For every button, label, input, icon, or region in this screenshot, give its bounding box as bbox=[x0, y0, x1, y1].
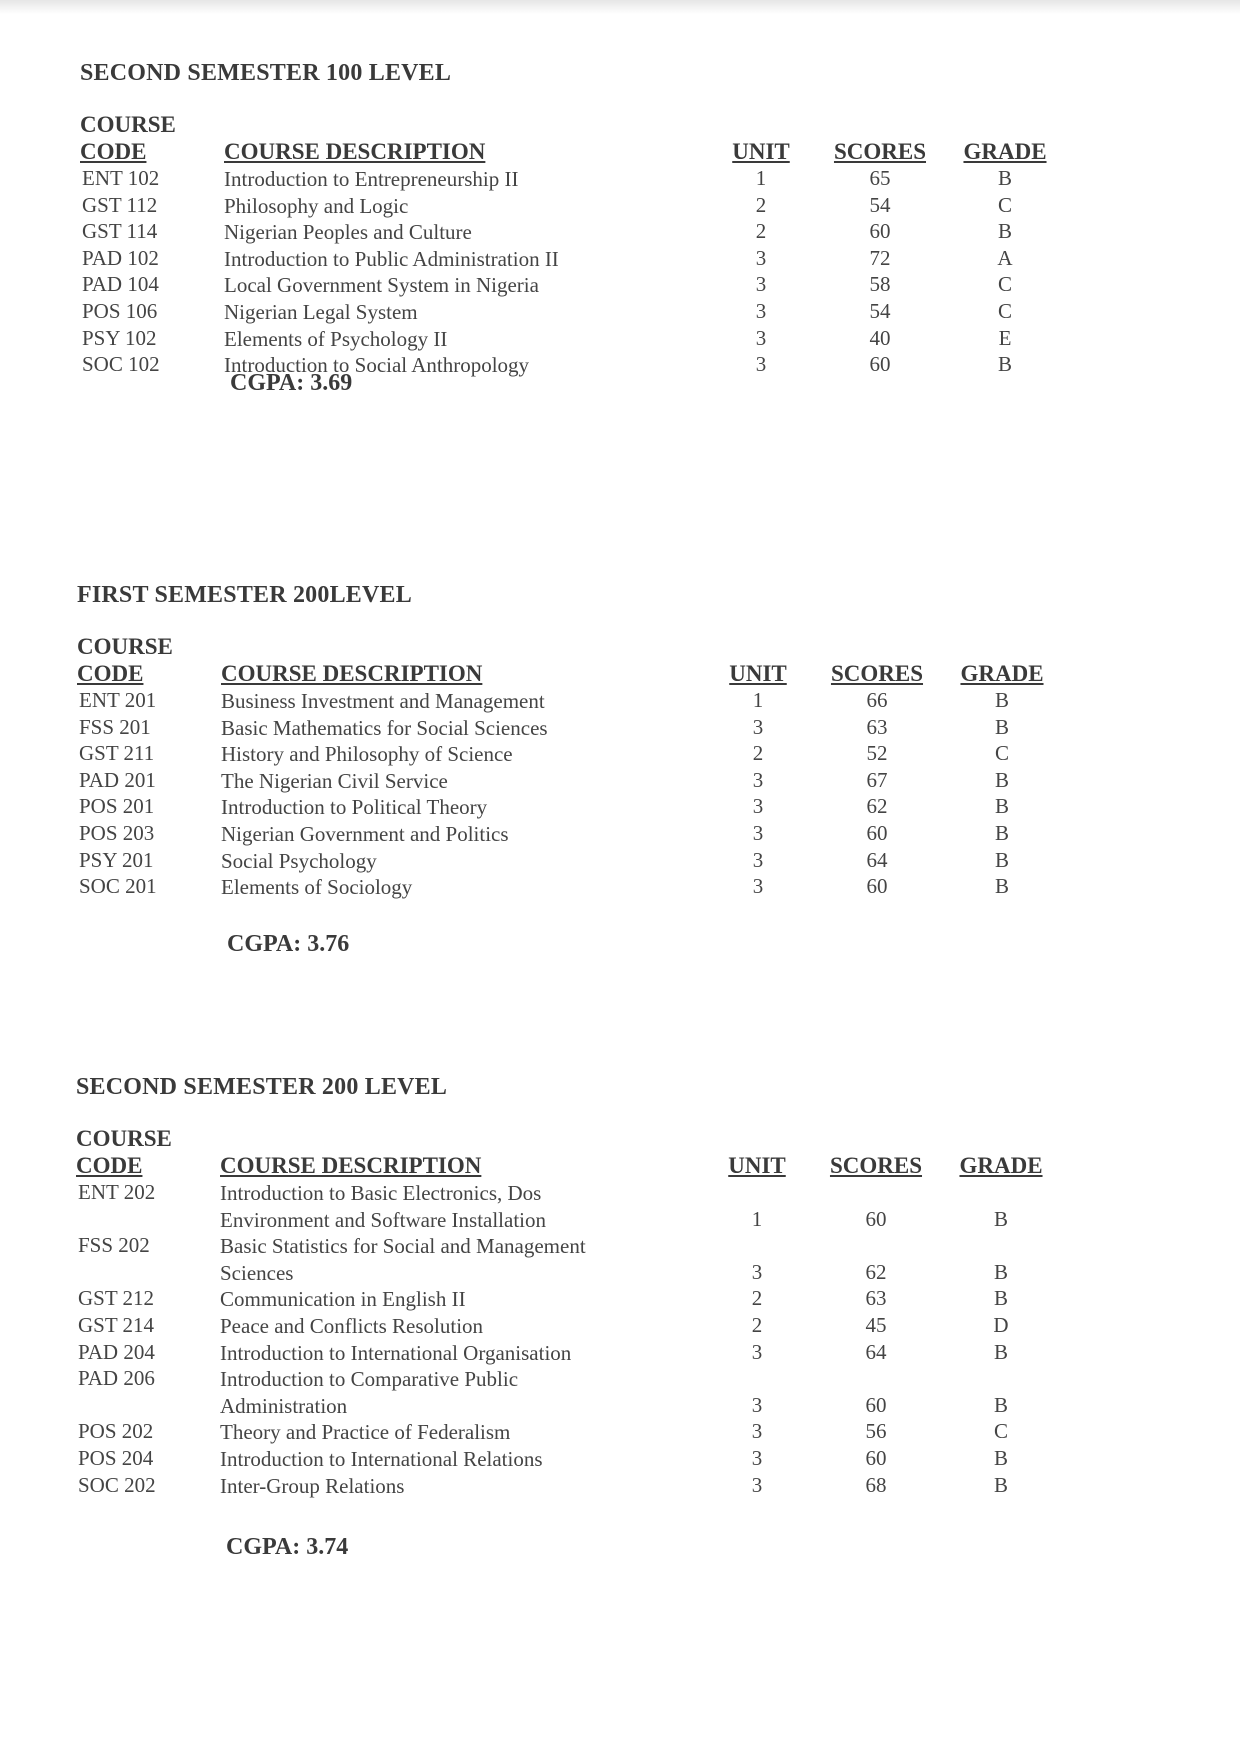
course-row bbox=[80, 299, 1140, 326]
course-description bbox=[220, 1286, 466, 1313]
course-code: PAD 102 bbox=[82, 245, 159, 270]
course-grade: B bbox=[993, 1392, 1008, 1417]
course-description bbox=[221, 794, 487, 821]
course-code: PAD 104 bbox=[82, 272, 159, 297]
course-grade: B bbox=[994, 794, 1009, 819]
course-unit: 3 bbox=[751, 1259, 763, 1284]
course-grade: B bbox=[994, 767, 1009, 792]
course-description bbox=[221, 848, 377, 875]
course-code: PAD 206 bbox=[78, 1366, 155, 1391]
cgpa-value: CGPA: 3.74 bbox=[226, 1534, 349, 1560]
course-score: 68 bbox=[865, 1472, 887, 1497]
course-score: 56 bbox=[865, 1419, 887, 1444]
course-description-line: The Nigerian Civil Service bbox=[221, 768, 448, 793]
course-grade: B bbox=[994, 847, 1009, 872]
header-unit: UNIT bbox=[728, 1153, 786, 1178]
course-score: 54 bbox=[869, 192, 891, 217]
course-unit: 3 bbox=[752, 767, 764, 792]
course-description bbox=[224, 299, 418, 326]
course-code: PSY 201 bbox=[79, 847, 154, 872]
header-scores: SCORES bbox=[830, 661, 924, 686]
course-table bbox=[77, 688, 1137, 901]
course-grade: B bbox=[997, 352, 1012, 377]
course-code: SOC 202 bbox=[78, 1472, 156, 1497]
course-score: 66 bbox=[866, 688, 888, 712]
course-score: 60 bbox=[865, 1206, 887, 1231]
course-description bbox=[224, 193, 408, 220]
course-description bbox=[221, 821, 509, 848]
course-description-line: Communication in English II bbox=[220, 1287, 466, 1312]
course-row bbox=[80, 272, 1140, 299]
course-unit: 3 bbox=[752, 794, 764, 819]
course-description bbox=[220, 1233, 586, 1286]
course-description-line: Elements of Psychology II bbox=[224, 326, 448, 351]
course-description-line: Introduction to Entrepreneurship II bbox=[224, 167, 519, 191]
course-description-line: Peace and Conflicts Resolution bbox=[220, 1313, 484, 1338]
course-unit: 2 bbox=[755, 219, 767, 244]
course-score: 60 bbox=[869, 352, 891, 377]
course-code: POS 202 bbox=[78, 1419, 154, 1444]
course-code: POS 204 bbox=[78, 1445, 154, 1470]
course-row bbox=[76, 1286, 1136, 1313]
header-course: COURSE bbox=[80, 112, 176, 137]
course-grade: D bbox=[993, 1312, 1009, 1337]
course-row bbox=[76, 1419, 1136, 1446]
course-code: ENT 201 bbox=[79, 688, 157, 712]
course-description-line: Sciences bbox=[220, 1260, 294, 1285]
course-description bbox=[221, 741, 513, 768]
course-description bbox=[224, 166, 519, 193]
course-unit: 3 bbox=[751, 1419, 763, 1444]
course-code: GST 114 bbox=[82, 219, 158, 244]
course-grade: B bbox=[993, 1445, 1008, 1470]
course-description bbox=[220, 1473, 404, 1500]
course-code: POS 106 bbox=[82, 298, 158, 323]
semester-title: SECOND SEMESTER 100 LEVEL bbox=[80, 60, 452, 86]
course-code: PAD 201 bbox=[79, 767, 156, 792]
course-score: 60 bbox=[865, 1445, 887, 1470]
course-description bbox=[221, 874, 412, 901]
course-score: 72 bbox=[869, 245, 891, 270]
header-code: CODE bbox=[76, 1153, 143, 1178]
course-description-line: Philosophy and Logic bbox=[224, 193, 409, 218]
course-score: 45 bbox=[865, 1312, 887, 1337]
header-course-description: COURSE DESCRIPTION bbox=[220, 1153, 482, 1178]
course-unit: 3 bbox=[752, 874, 764, 899]
course-row bbox=[80, 219, 1140, 246]
course-score: 64 bbox=[866, 847, 888, 872]
course-description bbox=[224, 326, 447, 353]
course-row bbox=[77, 715, 1137, 742]
course-row bbox=[77, 688, 1137, 715]
header-grade: GRADE bbox=[963, 139, 1047, 164]
course-code: GST 212 bbox=[78, 1286, 155, 1311]
semester-title: SECOND SEMESTER 200 LEVEL bbox=[76, 1074, 448, 1100]
course-grade: B bbox=[993, 1472, 1008, 1497]
cgpa-value: CGPA: 3.76 bbox=[227, 931, 350, 957]
cgpa-value: CGPA: 3.69 bbox=[230, 370, 353, 396]
header-course: COURSE bbox=[77, 634, 173, 659]
course-description bbox=[220, 1180, 546, 1233]
course-code: GST 112 bbox=[82, 192, 158, 217]
course-unit: 3 bbox=[751, 1472, 763, 1497]
course-grade: A bbox=[997, 245, 1013, 270]
course-grade: B bbox=[994, 874, 1009, 899]
course-unit: 3 bbox=[751, 1339, 763, 1364]
course-score: 54 bbox=[869, 298, 891, 323]
course-score: 58 bbox=[869, 272, 891, 297]
course-grade: E bbox=[998, 325, 1012, 350]
course-description-line: Local Government System in Nigeria bbox=[224, 273, 539, 298]
course-description-line: Inter-Group Relations bbox=[220, 1473, 405, 1498]
course-description bbox=[220, 1340, 571, 1367]
course-unit: 1 bbox=[751, 1206, 763, 1231]
header-unit: UNIT bbox=[732, 139, 790, 164]
course-description-line: Social Psychology bbox=[221, 848, 377, 873]
course-grade: C bbox=[994, 741, 1009, 766]
course-description-line: Nigerian Legal System bbox=[224, 299, 418, 324]
course-unit: 1 bbox=[755, 166, 767, 190]
course-grade: B bbox=[993, 1259, 1008, 1284]
course-description-line: Introduction to International Organisation bbox=[220, 1340, 572, 1365]
course-score: 60 bbox=[869, 219, 891, 244]
course-description-line: Introduction to Social Anthropology bbox=[224, 353, 530, 378]
course-table bbox=[76, 1180, 1136, 1499]
course-score: 62 bbox=[865, 1259, 887, 1284]
course-description-line: Nigerian Peoples and Culture bbox=[224, 220, 472, 245]
course-row bbox=[77, 848, 1137, 875]
course-description-line: Nigerian Government and Politics bbox=[221, 821, 509, 846]
semester-title: FIRST SEMESTER 200LEVEL bbox=[77, 582, 412, 608]
course-unit: 2 bbox=[751, 1312, 763, 1337]
course-row bbox=[76, 1233, 1136, 1286]
course-score: 60 bbox=[865, 1392, 887, 1417]
course-description bbox=[221, 715, 548, 742]
course-description-line: Introduction to International Relations bbox=[220, 1446, 543, 1471]
course-description-line: Elements of Sociology bbox=[221, 875, 413, 900]
course-unit: 3 bbox=[755, 325, 767, 350]
course-description-line: History and Philosophy of Science bbox=[221, 742, 513, 767]
course-grade: C bbox=[997, 298, 1012, 323]
course-description bbox=[221, 688, 545, 715]
course-description bbox=[220, 1366, 518, 1419]
header-unit: UNIT bbox=[729, 661, 787, 686]
course-unit: 3 bbox=[751, 1392, 763, 1417]
course-score: 63 bbox=[865, 1286, 887, 1311]
course-code: POS 203 bbox=[79, 820, 155, 845]
page-top-shade bbox=[0, 0, 1240, 14]
course-row bbox=[80, 246, 1140, 273]
course-description bbox=[224, 246, 559, 273]
course-row bbox=[76, 1340, 1136, 1367]
course-description-line: Administration bbox=[220, 1393, 348, 1418]
header-course: COURSE bbox=[76, 1126, 172, 1151]
course-grade: B bbox=[993, 1286, 1008, 1311]
course-code: SOC 102 bbox=[82, 352, 160, 377]
course-grade: B bbox=[994, 820, 1009, 845]
course-grade: C bbox=[997, 192, 1012, 217]
course-unit: 2 bbox=[752, 741, 764, 766]
course-unit: 1 bbox=[752, 688, 764, 712]
course-grade: B bbox=[993, 1206, 1008, 1231]
course-unit: 3 bbox=[752, 820, 764, 845]
course-code: ENT 102 bbox=[82, 166, 160, 190]
course-row bbox=[77, 821, 1137, 848]
header-scores: SCORES bbox=[833, 139, 927, 164]
course-unit: 3 bbox=[752, 714, 764, 739]
header-scores: SCORES bbox=[829, 1153, 923, 1178]
course-description-line: Introduction to Public Administration II bbox=[224, 246, 559, 271]
course-row bbox=[76, 1366, 1136, 1419]
course-row bbox=[77, 768, 1137, 795]
course-description bbox=[220, 1446, 543, 1473]
course-row bbox=[77, 741, 1137, 768]
course-description bbox=[224, 272, 539, 299]
course-row bbox=[80, 326, 1140, 353]
course-score: 62 bbox=[866, 794, 888, 819]
course-unit: 3 bbox=[755, 352, 767, 377]
course-row bbox=[76, 1446, 1136, 1473]
course-row bbox=[76, 1180, 1136, 1233]
course-grade: C bbox=[993, 1419, 1008, 1444]
course-score: 40 bbox=[869, 325, 891, 350]
course-score: 65 bbox=[869, 166, 891, 190]
header-course-description: COURSE DESCRIPTION bbox=[224, 139, 486, 164]
course-unit: 3 bbox=[755, 298, 767, 323]
course-code: PAD 204 bbox=[78, 1339, 155, 1364]
course-description-line: Basic Statistics for Social and Management bbox=[220, 1234, 586, 1259]
course-score: 64 bbox=[865, 1339, 887, 1364]
course-unit: 2 bbox=[751, 1286, 763, 1311]
course-table bbox=[80, 166, 1140, 379]
header-course-description: COURSE DESCRIPTION bbox=[221, 661, 483, 686]
course-description-line: Basic Mathematics for Social Sciences bbox=[221, 715, 548, 740]
course-row bbox=[77, 794, 1137, 821]
course-score: 60 bbox=[866, 820, 888, 845]
header-grade: GRADE bbox=[959, 1153, 1043, 1178]
course-grade: B bbox=[994, 714, 1009, 739]
course-code: FSS 201 bbox=[79, 714, 151, 739]
course-unit: 3 bbox=[755, 272, 767, 297]
course-description bbox=[221, 768, 448, 795]
course-unit: 3 bbox=[751, 1445, 763, 1470]
course-description bbox=[220, 1313, 483, 1340]
course-grade: B bbox=[997, 219, 1012, 244]
course-row bbox=[80, 193, 1140, 220]
course-description-line: Introduction to Political Theory bbox=[221, 795, 488, 820]
course-unit: 3 bbox=[752, 847, 764, 872]
course-code: GST 214 bbox=[78, 1312, 155, 1337]
course-description-line: Environment and Software Installation bbox=[220, 1207, 547, 1232]
course-grade: C bbox=[997, 272, 1012, 297]
course-grade: B bbox=[994, 688, 1009, 712]
course-description bbox=[220, 1419, 510, 1446]
course-code: PSY 102 bbox=[82, 325, 157, 350]
header-code: CODE bbox=[80, 139, 147, 164]
course-description-line: Business Investment and Management bbox=[221, 689, 545, 713]
course-code: FSS 202 bbox=[78, 1233, 150, 1258]
course-code: GST 211 bbox=[79, 741, 155, 766]
course-unit: 3 bbox=[755, 245, 767, 270]
course-score: 60 bbox=[866, 874, 888, 899]
course-row bbox=[77, 874, 1137, 901]
course-score: 63 bbox=[866, 714, 888, 739]
course-row bbox=[76, 1313, 1136, 1340]
course-row bbox=[80, 166, 1140, 193]
course-description-line: Introduction to Basic Electronics, Dos bbox=[220, 1181, 542, 1205]
course-row bbox=[76, 1473, 1136, 1500]
course-grade: B bbox=[993, 1339, 1008, 1364]
course-code: POS 201 bbox=[79, 794, 155, 819]
course-description bbox=[224, 219, 472, 246]
course-description-line: Theory and Practice of Federalism bbox=[220, 1420, 511, 1445]
course-unit: 2 bbox=[755, 192, 767, 217]
header-grade: GRADE bbox=[960, 661, 1044, 686]
header-code: CODE bbox=[77, 661, 144, 686]
course-grade: B bbox=[997, 166, 1012, 190]
course-score: 52 bbox=[866, 741, 888, 766]
course-code: SOC 201 bbox=[79, 874, 157, 899]
course-description-line: Introduction to Comparative Public bbox=[220, 1367, 519, 1392]
course-score: 67 bbox=[866, 767, 888, 792]
course-code: ENT 202 bbox=[78, 1180, 156, 1204]
